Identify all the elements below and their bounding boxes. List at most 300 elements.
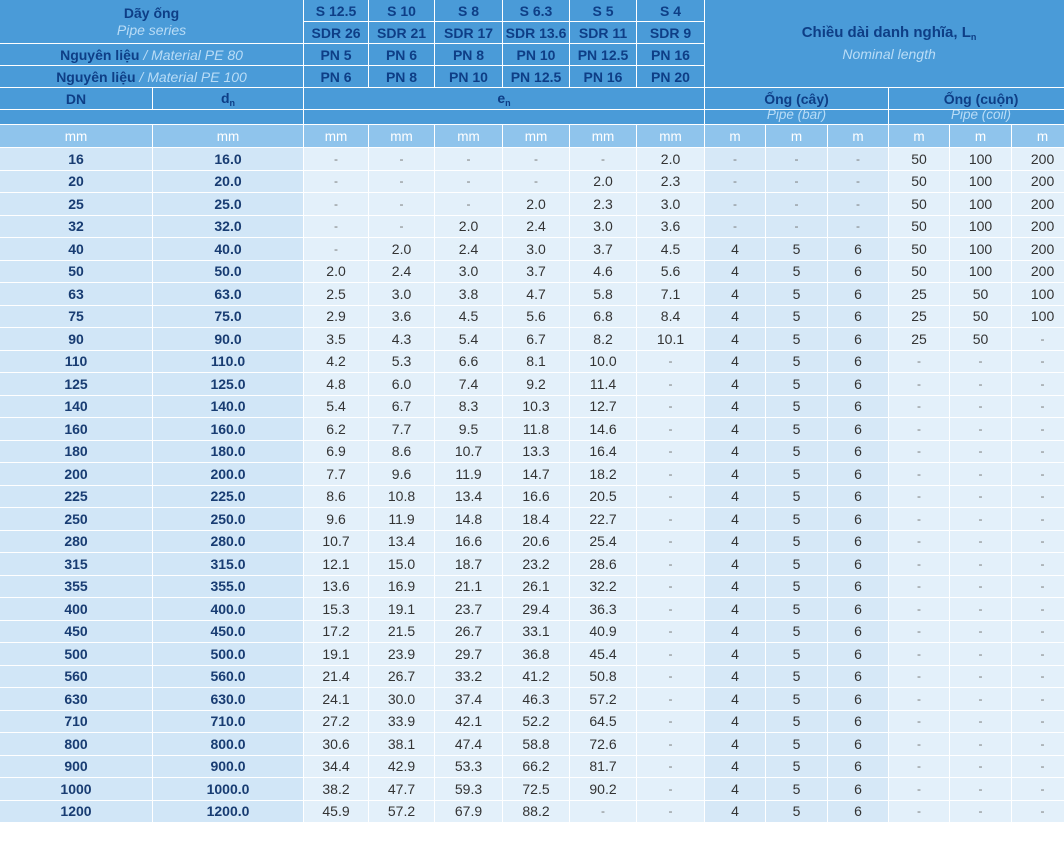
coil-length-cell: - (1012, 778, 1064, 800)
table-row (0, 306, 1064, 328)
bar-length-cell: 4 (705, 778, 765, 800)
bar-length-cell: 5 (766, 801, 827, 823)
wall-thickness-cell: - (637, 351, 704, 373)
wall-thickness-cell: - (637, 531, 704, 553)
bar-length-cell: 4 (705, 756, 765, 778)
coil-length-cell: - (950, 531, 1011, 553)
bar-length-cell: 4 (705, 801, 765, 823)
dn-cell: 25 (0, 193, 152, 215)
dn-cell: 32 (0, 216, 152, 238)
pipe-bar-header (705, 88, 888, 109)
wall-thickness-cell: - (304, 148, 368, 170)
wall-thickness-cell: 19.1 (369, 598, 434, 620)
unit-cell: mm (503, 125, 569, 147)
table-row (0, 216, 1064, 238)
wall-thickness-cell: 6.0 (369, 373, 434, 395)
wall-thickness-cell: 88.2 (503, 801, 569, 823)
table-row (0, 598, 1064, 620)
wall-thickness-cell: 10.8 (369, 486, 434, 508)
wall-thickness-cell: 10.3 (503, 396, 569, 418)
coil-length-cell: 100 (950, 193, 1011, 215)
bar-length-cell: 5 (766, 553, 827, 575)
dn-cell: 160 (0, 418, 152, 440)
table-row (0, 148, 1064, 170)
table-row (0, 261, 1064, 283)
unit-cell: m (950, 125, 1011, 147)
wall-thickness-cell: 2.3 (637, 171, 704, 193)
bar-length-cell: 5 (766, 756, 827, 778)
outer-diameter-cell: 110.0 (153, 351, 303, 373)
wall-thickness-cell: 3.0 (637, 193, 704, 215)
wall-thickness-cell: 8.4 (637, 306, 704, 328)
bar-length-cell: 5 (766, 328, 827, 350)
outer-diameter-cell: 560.0 (153, 666, 303, 688)
table-row (0, 238, 1064, 260)
coil-length-cell: - (889, 373, 949, 395)
bar-length-cell: 4 (705, 373, 765, 395)
pn-pe80-value: PN 16 (637, 44, 704, 65)
bar-length-cell: 6 (828, 733, 888, 755)
wall-thickness-cell: 16.6 (435, 531, 502, 553)
table-row (0, 778, 1064, 800)
wall-thickness-cell: 2.0 (503, 193, 569, 215)
coil-length-cell: - (1012, 328, 1064, 350)
wall-thickness-cell: 13.6 (304, 576, 368, 598)
wall-thickness-cell: 6.2 (304, 418, 368, 440)
wall-thickness-cell: 3.0 (369, 283, 434, 305)
wall-thickness-cell: 5.4 (435, 328, 502, 350)
wall-thickness-cell: 57.2 (570, 688, 636, 710)
dn-cell: 50 (0, 261, 152, 283)
coil-length-cell: 50 (950, 306, 1011, 328)
unit-cell: mm (304, 125, 368, 147)
wall-thickness-cell: 21.4 (304, 666, 368, 688)
table-row (0, 463, 1064, 485)
pipe-bar-vi: Ống (cây) (764, 90, 829, 107)
wall-thickness-cell: 8.1 (503, 351, 569, 373)
dn-cell: 180 (0, 441, 152, 463)
pipe-coil-en-cell (889, 110, 1064, 124)
s-value: S 6.3 (503, 0, 569, 21)
table-row (0, 711, 1064, 733)
wall-thickness-cell: 45.9 (304, 801, 368, 823)
coil-length-cell: 100 (950, 238, 1011, 260)
wall-thickness-cell: 7.7 (369, 418, 434, 440)
wall-thickness-cell: 90.2 (570, 778, 636, 800)
bar-length-cell: 4 (705, 643, 765, 665)
pipe-series-label (0, 0, 303, 43)
unit-cell: mm (570, 125, 636, 147)
bar-length-cell: 6 (828, 283, 888, 305)
wall-thickness-cell: - (637, 711, 704, 733)
bar-length-cell: 4 (705, 576, 765, 598)
coil-length-cell: - (950, 643, 1011, 665)
bar-length-cell: 5 (766, 283, 827, 305)
wall-thickness-cell: 4.5 (435, 306, 502, 328)
pipe-bar-en-cell (705, 110, 888, 124)
wall-thickness-cell: 21.1 (435, 576, 502, 598)
bar-length-cell: - (705, 171, 765, 193)
outer-diameter-cell: 710.0 (153, 711, 303, 733)
wall-thickness-cell: 2.4 (369, 261, 434, 283)
coil-length-cell: - (1012, 418, 1064, 440)
coil-length-cell: - (950, 778, 1011, 800)
coil-length-cell: - (950, 508, 1011, 530)
unit-cell: mm (369, 125, 434, 147)
dn-cell: 90 (0, 328, 152, 350)
wall-thickness-cell: - (637, 576, 704, 598)
wall-thickness-cell: 16.6 (503, 486, 569, 508)
bar-length-cell: 5 (766, 486, 827, 508)
bar-length-cell: 5 (766, 598, 827, 620)
coil-length-cell: - (1012, 711, 1064, 733)
wall-thickness-cell: - (637, 643, 704, 665)
bar-length-cell: 4 (705, 733, 765, 755)
wall-thickness-cell: 29.7 (435, 643, 502, 665)
table-body (0, 148, 1064, 822)
bar-length-cell: 6 (828, 621, 888, 643)
wall-thickness-cell: 25.4 (570, 531, 636, 553)
coil-length-cell: 25 (889, 306, 949, 328)
wall-thickness-cell: 32.2 (570, 576, 636, 598)
dn-cell: 200 (0, 463, 152, 485)
outer-diameter-cell: 160.0 (153, 418, 303, 440)
wall-thickness-cell: 6.9 (304, 441, 368, 463)
bar-length-cell: 5 (766, 351, 827, 373)
wall-thickness-cell: 2.0 (570, 171, 636, 193)
dn-outer-header: $d_n$ (153, 88, 303, 109)
coil-length-cell: 50 (889, 238, 949, 260)
outer-diameter-cell: 900.0 (153, 756, 303, 778)
bar-length-cell: 4 (705, 711, 765, 733)
bar-length-cell: 6 (828, 306, 888, 328)
outer-diameter-cell: 500.0 (153, 643, 303, 665)
wall-thickness-cell: - (435, 171, 502, 193)
coil-length-cell: - (1012, 733, 1064, 755)
wall-thickness-cell: 64.5 (570, 711, 636, 733)
wall-thickness-cell: 29.4 (503, 598, 569, 620)
wall-thickness-cell: 40.9 (570, 621, 636, 643)
bar-length-cell: 4 (705, 351, 765, 373)
dn-cell: 280 (0, 531, 152, 553)
bar-length-cell: 5 (766, 238, 827, 260)
wall-thickness-cell: 16.4 (570, 441, 636, 463)
bar-length-cell: 4 (705, 598, 765, 620)
coil-length-cell: - (1012, 756, 1064, 778)
table-row (0, 508, 1064, 530)
wall-thickness-cell: 8.2 (570, 328, 636, 350)
wall-thickness-cell: 38.2 (304, 778, 368, 800)
coil-length-cell: - (1012, 463, 1064, 485)
bar-length-cell: 6 (828, 553, 888, 575)
wall-thickness-cell: 11.4 (570, 373, 636, 395)
bar-length-cell: 6 (828, 328, 888, 350)
dn-cell: 140 (0, 396, 152, 418)
coil-length-cell: - (950, 598, 1011, 620)
coil-length-cell: - (950, 396, 1011, 418)
wall-thickness-cell: 23.2 (503, 553, 569, 575)
coil-length-cell: - (889, 801, 949, 823)
table-row (0, 171, 1064, 193)
dn-cell: 900 (0, 756, 152, 778)
outer-diameter-cell: 630.0 (153, 688, 303, 710)
bar-length-cell: 5 (766, 373, 827, 395)
wall-thickness-cell: 2.0 (637, 148, 704, 170)
coil-length-cell: - (950, 553, 1011, 575)
wall-thickness-cell: 2.4 (503, 216, 569, 238)
bar-length-cell: - (705, 148, 765, 170)
wall-thickness-cell: - (637, 553, 704, 575)
dn-cell: 75 (0, 306, 152, 328)
unit-cell: m (705, 125, 765, 147)
wall-thickness-cell: 6.6 (435, 351, 502, 373)
bar-length-cell: 5 (766, 621, 827, 643)
bar-length-cell: 6 (828, 643, 888, 665)
wall-thickness-cell: 2.3 (570, 193, 636, 215)
wall-thickness-cell: 9.6 (369, 463, 434, 485)
bar-length-cell: 4 (705, 306, 765, 328)
bar-length-cell: 5 (766, 666, 827, 688)
pn-pe100-value: PN 12.5 (503, 66, 569, 87)
bar-length-cell: 6 (828, 688, 888, 710)
coil-length-cell: - (1012, 396, 1064, 418)
wall-thickness-cell: 2.9 (304, 306, 368, 328)
pn-pe100-value: PN 16 (570, 66, 636, 87)
bar-length-cell: 5 (766, 418, 827, 440)
coil-length-cell: - (889, 351, 949, 373)
wall-thickness-cell: 10.7 (435, 441, 502, 463)
wall-thickness-cell: 47.4 (435, 733, 502, 755)
coil-length-cell: - (889, 508, 949, 530)
outer-diameter-cell: 180.0 (153, 441, 303, 463)
coil-length-cell: - (889, 598, 949, 620)
bar-length-cell: - (828, 216, 888, 238)
bar-length-cell: 4 (705, 621, 765, 643)
wall-thickness-cell: - (637, 598, 704, 620)
dn-cell: 1000 (0, 778, 152, 800)
nominal-length-en: Nominal length (842, 46, 936, 62)
dn-cell: 355 (0, 576, 152, 598)
outer-diameter-cell: 140.0 (153, 396, 303, 418)
wall-thickness-cell: 3.6 (369, 306, 434, 328)
outer-diameter-cell: 400.0 (153, 598, 303, 620)
table-row (0, 666, 1064, 688)
dn-cell: 63 (0, 283, 152, 305)
coil-length-cell: 50 (889, 216, 949, 238)
bar-length-cell: 6 (828, 531, 888, 553)
bar-length-cell: - (705, 216, 765, 238)
wall-thickness-cell: 3.0 (503, 238, 569, 260)
outer-diameter-cell: 280.0 (153, 531, 303, 553)
coil-length-cell: 200 (1012, 261, 1064, 283)
wall-thickness-cell: 6.7 (369, 396, 434, 418)
coil-length-cell: - (889, 576, 949, 598)
wall-thickness-cell: 20.5 (570, 486, 636, 508)
coil-length-cell: - (1012, 576, 1064, 598)
header-spacer (0, 110, 303, 124)
table-row (0, 576, 1064, 598)
wall-thickness-cell: 81.7 (570, 756, 636, 778)
sdr-value: SDR 13.6 (503, 22, 569, 43)
wall-thickness-cell: - (637, 508, 704, 530)
coil-length-cell: 100 (950, 216, 1011, 238)
wall-thickness-cell: 72.6 (570, 733, 636, 755)
wall-thickness-cell: - (369, 193, 434, 215)
wall-thickness-cell: 5.3 (369, 351, 434, 373)
table-row (0, 486, 1064, 508)
dn-cell: 800 (0, 733, 152, 755)
bar-length-cell: 6 (828, 441, 888, 463)
bar-length-cell: 6 (828, 778, 888, 800)
wall-thickness-cell: 23.9 (369, 643, 434, 665)
wall-thickness-cell: 14.8 (435, 508, 502, 530)
bar-length-cell: 6 (828, 351, 888, 373)
coil-length-cell: - (1012, 801, 1064, 823)
wall-thickness-cell: - (637, 778, 704, 800)
wall-thickness-cell: 17.2 (304, 621, 368, 643)
wall-thickness-cell: 9.5 (435, 418, 502, 440)
coil-length-cell: - (889, 418, 949, 440)
wall-thickness-cell: - (369, 216, 434, 238)
table-row (0, 756, 1064, 778)
coil-length-cell: - (889, 778, 949, 800)
material-pe100-label: Nguyên liệu / Material PE 100 (0, 66, 303, 87)
bar-length-cell: 6 (828, 711, 888, 733)
wall-thickness-cell: 5.4 (304, 396, 368, 418)
bar-length-cell: 6 (828, 756, 888, 778)
wall-thickness-cell: 2.4 (435, 238, 502, 260)
coil-length-cell: - (950, 711, 1011, 733)
coil-length-cell: - (889, 531, 949, 553)
dn-header: DN (0, 88, 152, 109)
outer-diameter-cell: 800.0 (153, 733, 303, 755)
wall-thickness-cell: 2.5 (304, 283, 368, 305)
wall-thickness-cell: 9.2 (503, 373, 569, 395)
bar-length-cell: - (828, 193, 888, 215)
bar-length-cell: 5 (766, 531, 827, 553)
coil-length-cell: 200 (1012, 193, 1064, 215)
outer-diameter-cell: 90.0 (153, 328, 303, 350)
wall-thickness-cell: 34.4 (304, 756, 368, 778)
dn-cell: 1200 (0, 801, 152, 823)
coil-length-cell: - (1012, 351, 1064, 373)
coil-length-cell: - (950, 463, 1011, 485)
wall-thickness-cell: 15.0 (369, 553, 434, 575)
bar-length-cell: 5 (766, 261, 827, 283)
dn-cell: 500 (0, 643, 152, 665)
wall-thickness-cell: 26.7 (435, 621, 502, 643)
bar-length-cell: 6 (828, 373, 888, 395)
bar-length-cell: 5 (766, 643, 827, 665)
coil-length-cell: - (1012, 441, 1064, 463)
bar-length-cell: 6 (828, 418, 888, 440)
dn-cell: 225 (0, 486, 152, 508)
table-row (0, 801, 1064, 823)
coil-length-cell: - (1012, 486, 1064, 508)
wall-thickness-cell: 33.2 (435, 666, 502, 688)
coil-length-cell: - (950, 441, 1011, 463)
table-row (0, 328, 1064, 350)
coil-length-cell: - (889, 441, 949, 463)
wall-thickness-cell: 5.6 (637, 261, 704, 283)
pn-pe80-value: PN 8 (435, 44, 502, 65)
unit-cell: m (828, 125, 888, 147)
wall-thickness-cell: 3.7 (503, 261, 569, 283)
wall-thickness-cell: 11.9 (369, 508, 434, 530)
bar-length-cell: 6 (828, 463, 888, 485)
coil-length-cell: - (1012, 373, 1064, 395)
bar-length-cell: - (766, 216, 827, 238)
header-spacer (304, 110, 704, 124)
wall-thickness-cell: 6.7 (503, 328, 569, 350)
wall-thickness-cell: 10.1 (637, 328, 704, 350)
wall-thickness-cell: 4.5 (637, 238, 704, 260)
wall-thickness-cell: 14.7 (503, 463, 569, 485)
wall-thickness-cell: 14.6 (570, 418, 636, 440)
bar-length-cell: 4 (705, 261, 765, 283)
table-row (0, 283, 1064, 305)
pn-pe80-value: PN 6 (369, 44, 434, 65)
wall-thickness-cell: - (503, 148, 569, 170)
wall-thickness-cell: 19.1 (304, 643, 368, 665)
coil-length-cell: - (1012, 553, 1064, 575)
wall-thickness-cell: 2.0 (435, 216, 502, 238)
wall-thickness-cell: 3.6 (637, 216, 704, 238)
wall-thickness-cell: 36.3 (570, 598, 636, 620)
wall-thickness-cell: 23.7 (435, 598, 502, 620)
wall-thickness-cell: 16.9 (369, 576, 434, 598)
wall-thickness-cell: 7.7 (304, 463, 368, 485)
wall-thickness-cell: 8.6 (304, 486, 368, 508)
pn-pe100-value: PN 8 (369, 66, 434, 87)
wall-thickness-cell: 36.8 (503, 643, 569, 665)
bar-length-cell: 4 (705, 463, 765, 485)
bar-length-cell: 6 (828, 801, 888, 823)
table-row (0, 643, 1064, 665)
wall-thickness-cell: 12.1 (304, 553, 368, 575)
bar-length-cell: 6 (828, 508, 888, 530)
unit-cell: mm (435, 125, 502, 147)
bar-length-cell: 5 (766, 508, 827, 530)
wall-thickness-cell: - (304, 238, 368, 260)
coil-length-cell: - (950, 373, 1011, 395)
coil-length-cell: 25 (889, 283, 949, 305)
table-row (0, 373, 1064, 395)
wall-thickness-cell: 6.8 (570, 306, 636, 328)
wall-thickness-cell: - (570, 801, 636, 823)
wall-thickness-cell: 13.3 (503, 441, 569, 463)
coil-length-cell: - (950, 576, 1011, 598)
wall-thickness-cell: 50.8 (570, 666, 636, 688)
coil-length-cell: - (889, 621, 949, 643)
coil-length-cell: - (1012, 688, 1064, 710)
bar-length-cell: - (766, 171, 827, 193)
bar-length-cell: 4 (705, 508, 765, 530)
dn-cell: 450 (0, 621, 152, 643)
dn-cell: 110 (0, 351, 152, 373)
wall-thickness-cell: - (637, 801, 704, 823)
wall-thickness-cell: - (637, 688, 704, 710)
coil-length-cell: - (950, 688, 1011, 710)
pn-pe100-value: PN 6 (304, 66, 368, 87)
coil-length-cell: - (1012, 598, 1064, 620)
coil-length-cell: - (1012, 621, 1064, 643)
outer-diameter-cell: 1200.0 (153, 801, 303, 823)
unit-cell: m (889, 125, 949, 147)
coil-length-cell: 100 (950, 148, 1011, 170)
coil-length-cell: 50 (889, 171, 949, 193)
dn-cell: 20 (0, 171, 152, 193)
